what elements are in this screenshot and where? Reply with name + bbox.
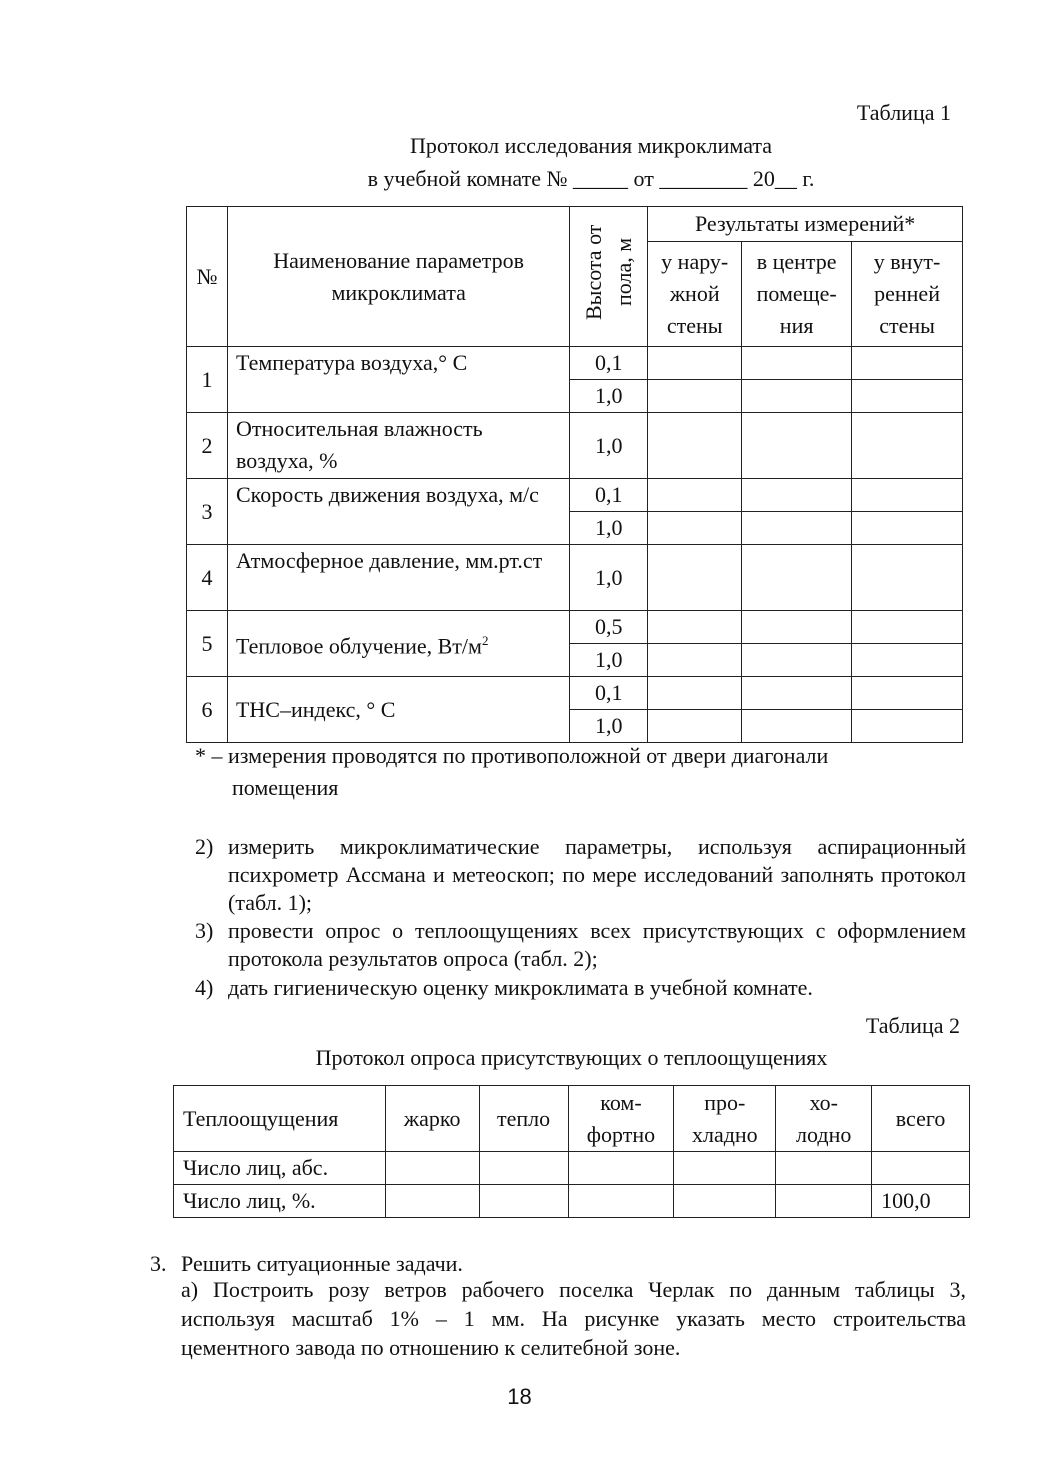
table1-footnote-line1: * – измерения проводятся по противоположной от двери диагонали	[195, 743, 829, 768]
t2-header-cool: про-хладно	[674, 1086, 776, 1152]
table2-title: Протокол опроса присутствующих о теплоощущениях	[315, 1045, 828, 1070]
header-parameter-name	[227, 207, 569, 347]
result-cell	[852, 512, 963, 545]
result-cell	[648, 512, 742, 545]
list-item-3-text: провести опрос о теплоощущениях всех присутствующих с оформлением протокола результатов опроса (табл. 2);	[228, 918, 966, 971]
row-2-num: 2	[187, 413, 228, 479]
header-inner-wall: у внут-ренней стены	[852, 242, 963, 347]
header-outer-wall: у нару-жной стены	[648, 242, 742, 347]
table2-caption: Таблица 2	[865, 1013, 960, 1038]
result-cell	[742, 611, 852, 644]
result-cell	[742, 380, 852, 413]
result-cell	[742, 479, 852, 512]
t2-cell	[776, 1152, 872, 1185]
table1-footnote-line2: помещения	[232, 775, 339, 800]
t2-header-sensation: Теплоощущения	[174, 1086, 386, 1152]
list-item-4-num: 4)	[195, 975, 214, 1000]
header-parameter-name-text: Наименование параметров микроклимата	[273, 247, 525, 305]
list-item-2-num: 2)	[195, 834, 214, 859]
list-item-4-text: дать гигиеническую оценку микроклимата в учебной комнате.	[228, 975, 813, 1000]
t2-cell	[385, 1152, 479, 1185]
row-5-height-1: 0,5	[570, 611, 648, 644]
result-cell	[648, 479, 742, 512]
task3-num: 3.	[150, 1251, 167, 1276]
row-2-name: Относительная влажность воздуха, %	[227, 413, 569, 479]
result-cell	[742, 677, 852, 710]
row-5-height-2: 1,0	[570, 644, 648, 677]
table1-caption: Таблица 1	[856, 100, 951, 125]
header-height-text: Высота от пола, м	[580, 224, 636, 320]
list-item-2	[195, 833, 966, 917]
t2-total-pct: 100,0	[872, 1185, 970, 1218]
row-3-height-2: 1,0	[570, 512, 648, 545]
header-results: Результаты измерений*	[648, 207, 963, 242]
row-3-height-1: 0,1	[570, 479, 648, 512]
row-1-height-1: 0,1	[570, 347, 648, 380]
thermal-sensation-survey-table	[173, 1085, 970, 1218]
result-cell	[852, 545, 963, 611]
result-cell	[852, 611, 963, 644]
t2-header-comfortable: ком-фортно	[568, 1086, 674, 1152]
task3-text: а) Построить розу ветров рабочего поселка Черлак по данным таблицы 3, используя масштаб 1% – 1 мм. На рисунке указать место строительства цементного завода по отношению к селитебной зоне.	[181, 1277, 966, 1360]
t2-cell	[674, 1185, 776, 1218]
row-3-name: Скорость движения воздуха, м/с	[227, 479, 569, 545]
t2-row-abs-label: Число лиц, абс.	[174, 1152, 386, 1185]
row-1-num: 1	[187, 347, 228, 413]
row-6-num: 6	[187, 677, 228, 743]
table1-title-line2: в учебной комнате № _____ от ________ 20__ г.	[367, 166, 815, 191]
table1-title-line1: Протокол исследования микроклимата	[409, 133, 773, 158]
t2-row-pct-label: Число лиц, %.	[174, 1185, 386, 1218]
list-item-4	[195, 974, 966, 1002]
row-2-height-1: 1,0	[570, 413, 648, 479]
result-cell	[648, 545, 742, 611]
result-cell	[742, 413, 852, 479]
microclimate-protocol-table	[186, 206, 963, 743]
row-5-name	[227, 611, 569, 677]
row-6-height-2: 1,0	[570, 710, 648, 743]
row-6-name: ТНС–индекс, ° С	[227, 677, 569, 743]
list-item-2-text: измерить микроклиматические параметры, используя аспирационный психрометр Ассмана и метеоскоп; по мере исследований заполнять протокол (табл. 1);	[228, 834, 966, 915]
row-1-name: Температура воздуха,° С	[227, 347, 569, 413]
t2-cell	[872, 1152, 970, 1185]
row-4-num: 4	[187, 545, 228, 611]
result-cell	[648, 380, 742, 413]
result-cell	[742, 644, 852, 677]
t2-cell	[674, 1152, 776, 1185]
result-cell	[648, 413, 742, 479]
result-cell	[742, 545, 852, 611]
row-4-height-1: 1,0	[570, 545, 648, 611]
result-cell	[648, 347, 742, 380]
row-5-name-superscript: 2	[481, 632, 489, 648]
result-cell	[648, 677, 742, 710]
list-item-3-num: 3)	[195, 918, 214, 943]
result-cell	[742, 347, 852, 380]
t2-header-cold: хо-лодно	[776, 1086, 872, 1152]
result-cell	[648, 710, 742, 743]
task3-title: Решить ситуационные задачи.	[181, 1251, 463, 1276]
t2-cell	[479, 1185, 568, 1218]
t2-cell	[479, 1152, 568, 1185]
row-5-name-text: Тепловое облучение, Вт/м	[235, 633, 482, 659]
t2-header-warm: тепло	[479, 1086, 568, 1152]
row-3-num: 3	[187, 479, 228, 545]
result-cell	[852, 347, 963, 380]
row-6-height-1: 0,1	[570, 677, 648, 710]
list-item-3	[195, 917, 966, 973]
result-cell	[852, 644, 963, 677]
t2-cell	[568, 1152, 674, 1185]
header-height	[570, 207, 648, 347]
row-5-num: 5	[187, 611, 228, 677]
result-cell	[852, 479, 963, 512]
result-cell	[852, 413, 963, 479]
t2-header-hot: жарко	[385, 1086, 479, 1152]
result-cell	[742, 512, 852, 545]
result-cell	[852, 380, 963, 413]
t2-cell	[385, 1185, 479, 1218]
result-cell	[852, 677, 963, 710]
t2-cell	[776, 1185, 872, 1218]
result-cell	[742, 710, 852, 743]
result-cell	[852, 710, 963, 743]
t2-header-total: всего	[872, 1086, 970, 1152]
row-4-name: Атмосферное давление, мм.рт.ст	[227, 545, 569, 611]
result-cell	[648, 611, 742, 644]
header-room-center: в центре помеще-ния	[742, 242, 852, 347]
row-1-height-2: 1,0	[570, 380, 648, 413]
t2-cell	[568, 1185, 674, 1218]
page-number: 18	[507, 1384, 532, 1409]
header-num: №	[187, 207, 228, 347]
result-cell	[648, 644, 742, 677]
